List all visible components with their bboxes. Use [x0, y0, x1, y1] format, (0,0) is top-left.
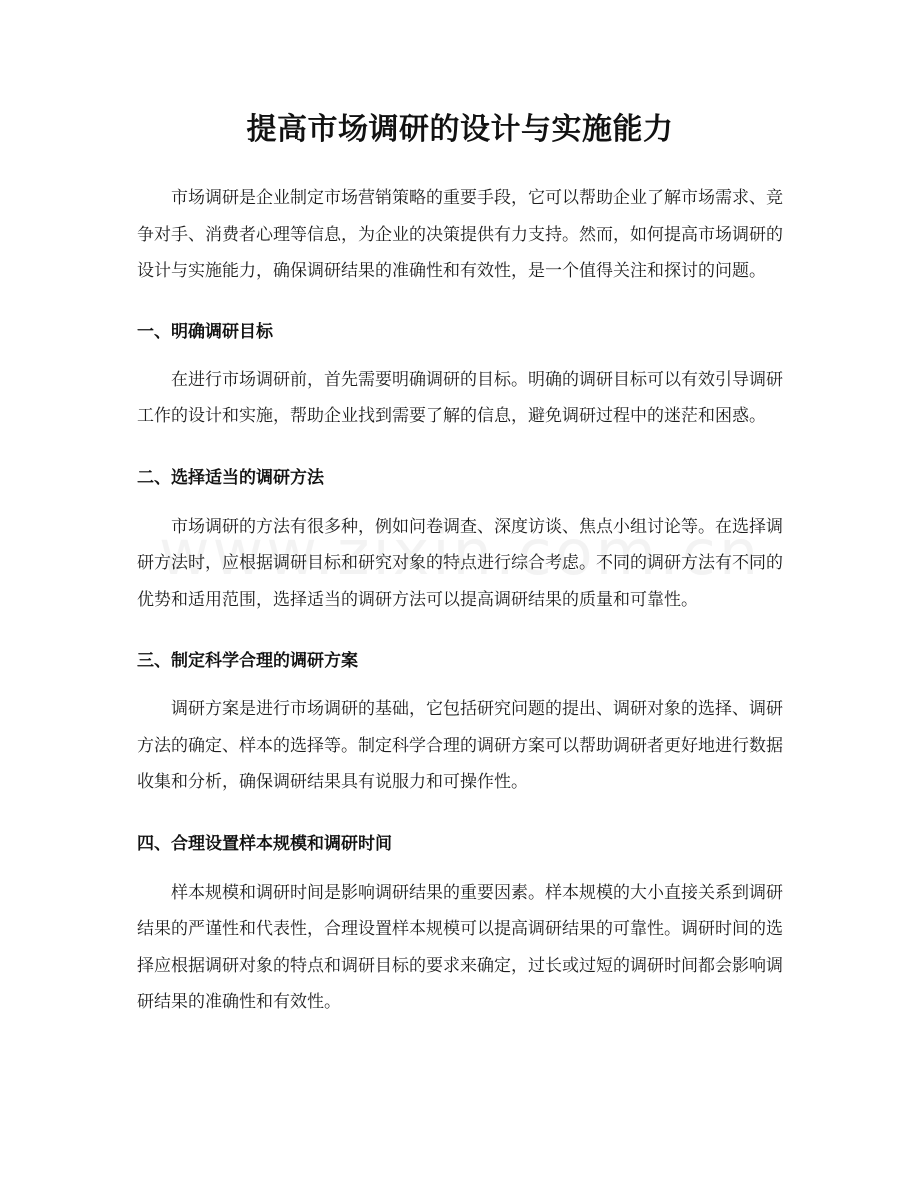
document-title: 提高市场调研的设计与实施能力: [246, 112, 674, 147]
intro-paragraph: 市场调研是企业制定市场营销策略的重要手段，它可以帮助企业了解市场需求、竞争对手、消费者心理等信息，为企业的决策提供有力支持。然而，如何提高市场调研的设计与实施能力，确保调研结果的准确性和有效性，是一个值得关注和探讨的问题。: [137, 188, 783, 281]
section-body-1: 在进行市场调研前，首先需要明确调研的目标。明确的调研目标可以有效引导调研工作的设计和实施，帮助企业找到需要了解的信息，避免调研过程中的迷茫和困惑。: [137, 369, 783, 426]
section-body-2: 市场调研的方法有很多种，例如问卷调查、深度访谈、焦点小组讨论等。在选择调研方法时，应根据调研目标和研究对象的特点进行综合考虑。不同的调研方法有不同的优势和适用范围，选择适当的调研方法可以提高调研结果的质量和可靠性。: [137, 516, 783, 610]
section-heading-4: 四、合理设置样本规模和调研时间: [137, 833, 392, 854]
section-body-4: 样本规模和调研时间是影响调研结果的重要因素。样本规模的大小直接关系到调研结果的严谨性和代表性，合理设置样本规模可以提高调研结果的可靠性。调研时间的选择应根据调研对象的特点和调研目标的要求来确定，过长或过短的调研时间都会影响调研结果的准确性和有效性。: [137, 882, 783, 1012]
section-heading-1: 一、明确调研目标: [137, 321, 273, 342]
section-heading-2: 二、选择适当的调研方法: [137, 467, 324, 488]
section-heading-3: 三、制定科学合理的调研方案: [137, 651, 358, 671]
section-body-3: 调研方案是进行市场调研的基础，它包括研究问题的提出、调研对象的选择、调研方法的确定、样本的选择等。制定科学合理的调研方案可以帮助调研者更好地进行数据收集和分析，确保调研结果具有说服力和可操作性。: [137, 699, 783, 792]
